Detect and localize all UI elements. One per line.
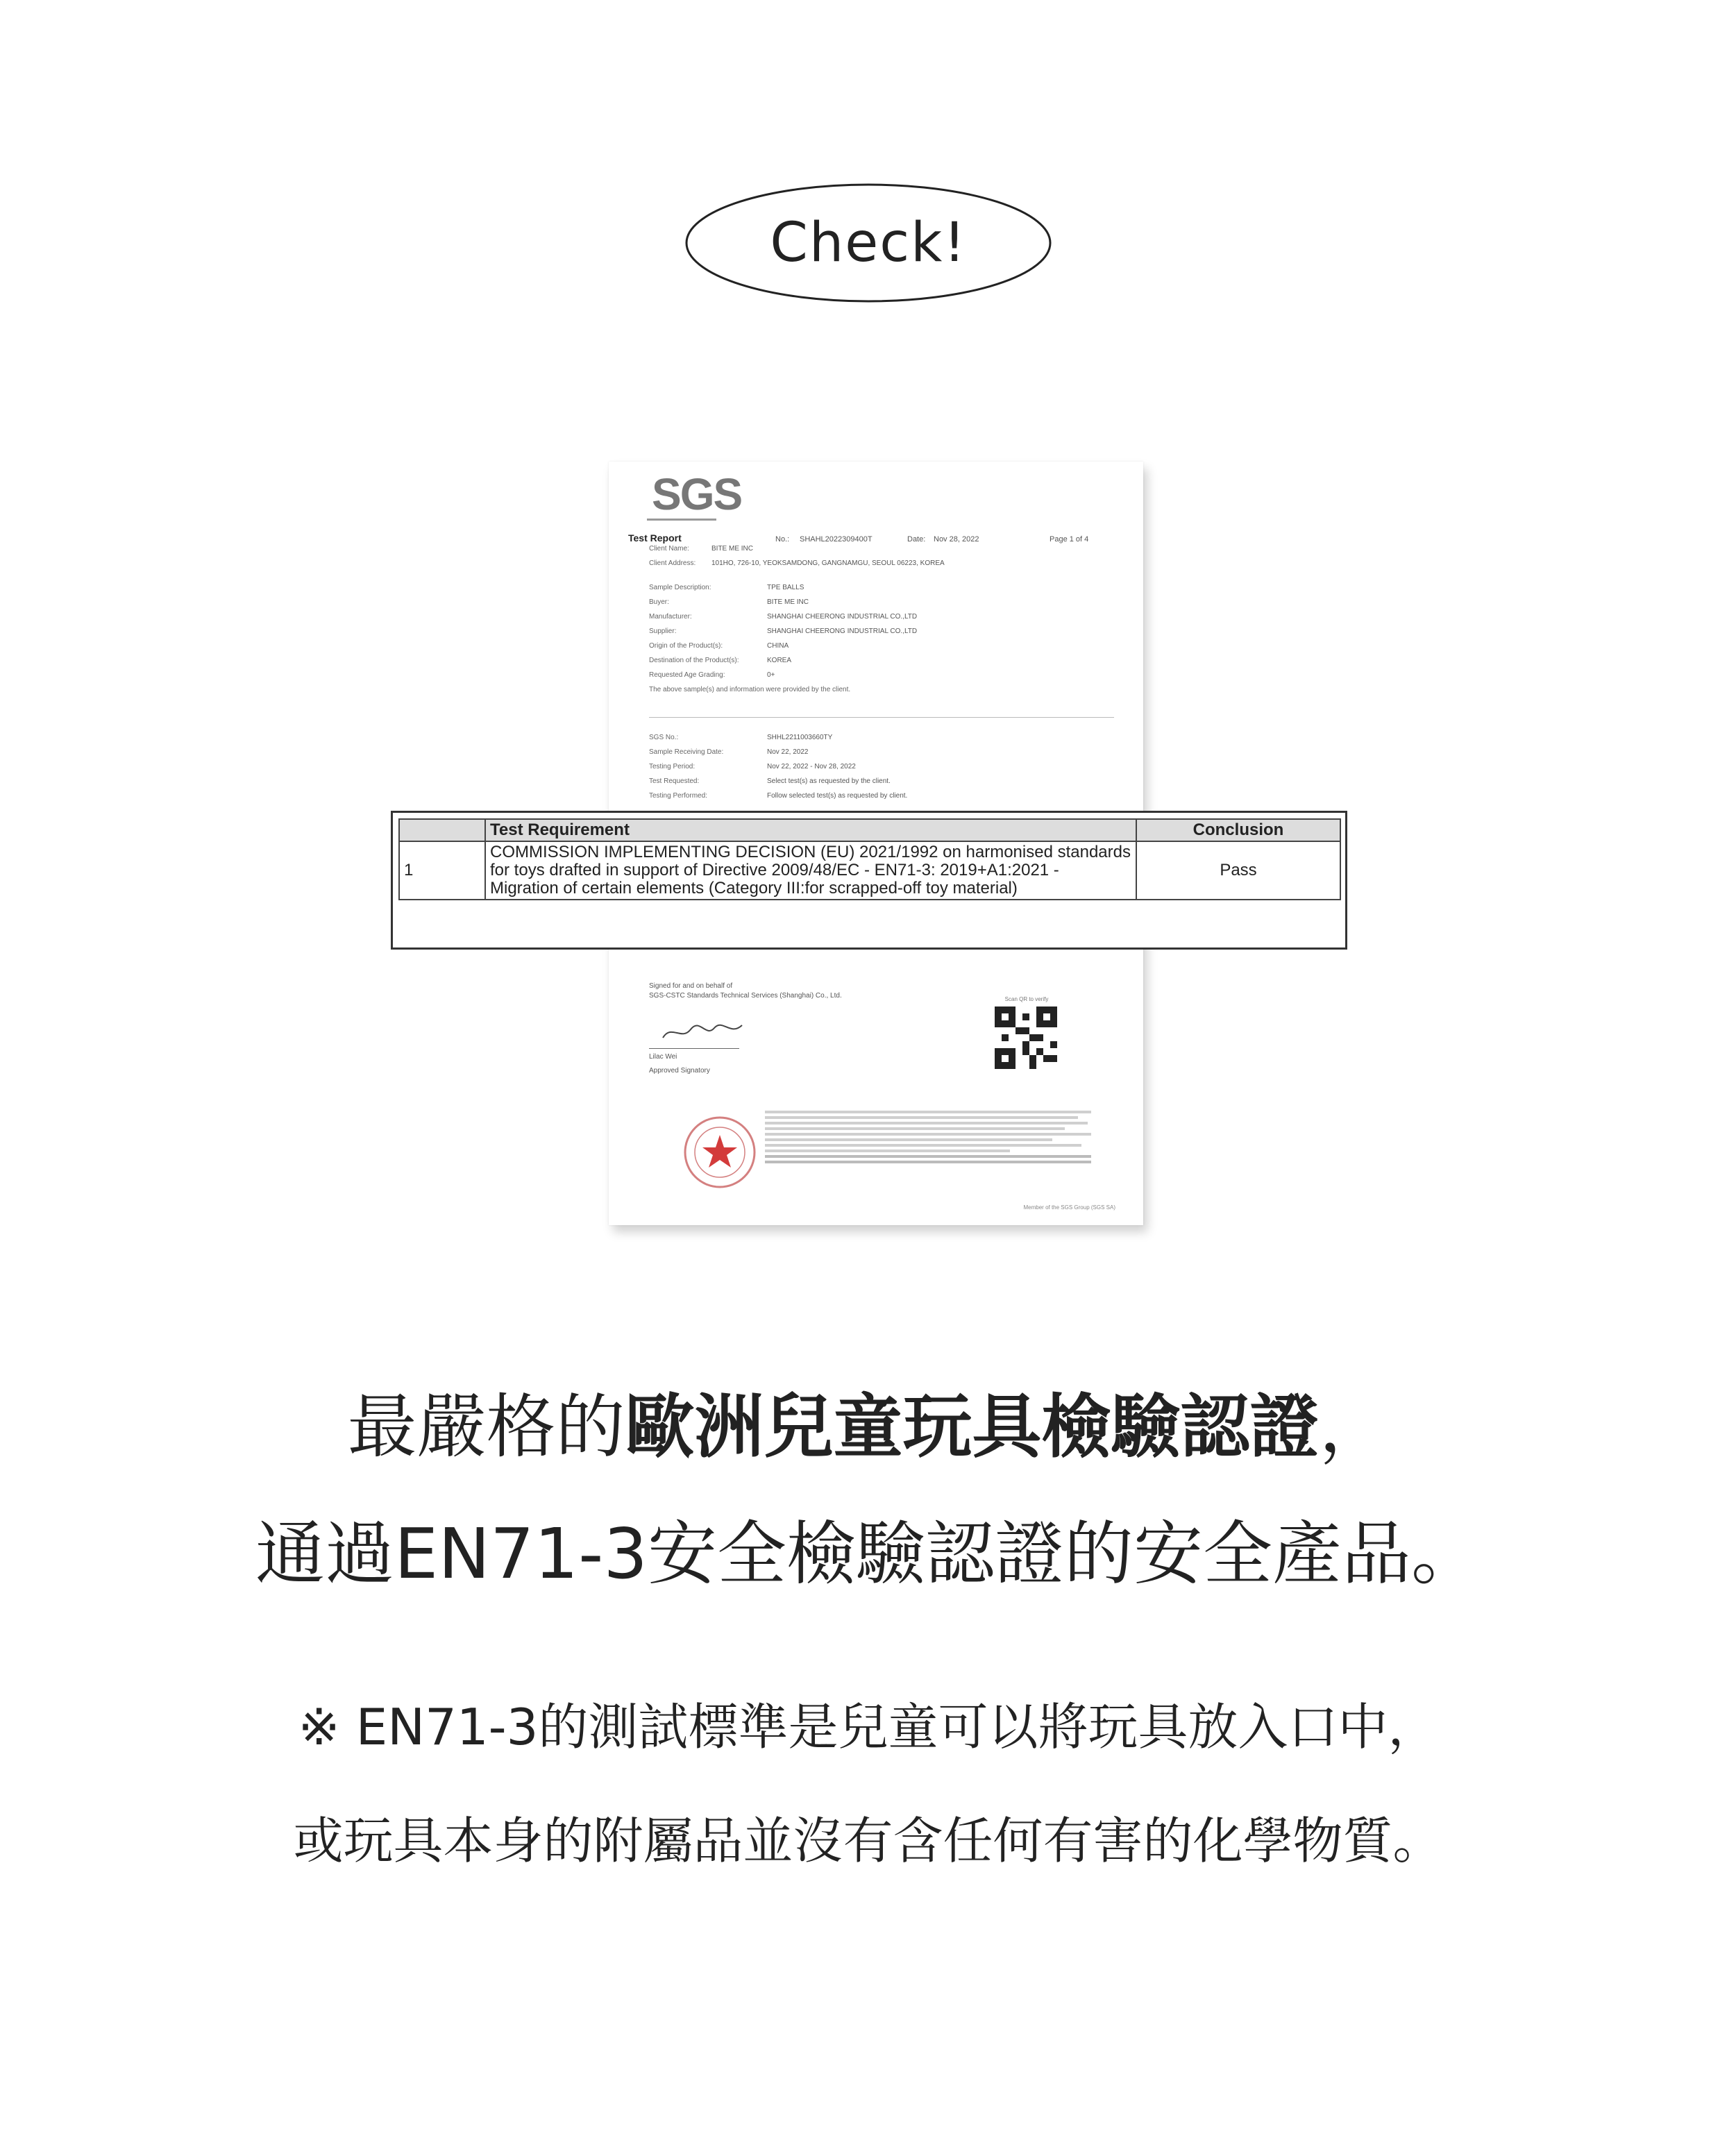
field-key: Destination of the Product(s): (649, 657, 739, 664)
signed-line-1: Signed for and on behalf of (649, 982, 733, 990)
sample-field (649, 627, 1107, 642)
field-key: Testing Performed: (649, 792, 707, 800)
table-header-row (399, 819, 1340, 841)
member-note: Member of the SGS Group (SGS SA) (1023, 1204, 1115, 1211)
note-line-1: ※ EN71-3的測試標準是兒童可以將玩具放入口中， (298, 1698, 1438, 1756)
client-field (649, 545, 1107, 559)
field-key: Origin of the Product(s): (649, 642, 723, 650)
header-requirement: Test Requirement (485, 819, 1136, 841)
sample-field (649, 584, 1107, 598)
field-key: SGS No.: (649, 734, 679, 741)
sample-field (649, 613, 1107, 627)
field-value: SHHL2211003660TY (767, 734, 833, 741)
field-key: Manufacturer: (649, 613, 692, 621)
company-seal (682, 1114, 758, 1190)
field-value: Follow selected test(s) as requested by client. (767, 792, 908, 800)
field-key: Client Address: (649, 559, 696, 567)
fine-print (765, 1111, 1091, 1166)
provided-note-row (649, 686, 1107, 700)
sample-field (649, 642, 1107, 657)
report-title: Test Report (628, 532, 682, 544)
field-value: CHINA (767, 642, 789, 650)
field-key: Client Name: (649, 545, 689, 553)
qr-caption: Scan QR to verify (1004, 996, 1049, 1002)
report-date-label: Date: (907, 535, 926, 544)
table-row (399, 841, 1340, 900)
signed-line-2: SGS-CSTC Standards Technical Services (Shanghai) Co., Ltd. (649, 992, 842, 1000)
section-divider (649, 717, 1114, 718)
signatory-title: Approved Signatory (649, 1067, 710, 1075)
field-key: Sample Description: (649, 584, 711, 591)
report-date: Nov 28, 2022 (934, 535, 979, 544)
signature-line (649, 1048, 739, 1049)
header-number (399, 819, 485, 841)
sample-field (649, 598, 1107, 613)
field-value: KOREA (767, 657, 792, 664)
result-table (398, 818, 1341, 900)
sample-field (649, 657, 1107, 671)
field-value: SHANGHAI CHEERONG INDUSTRIAL CO.,LTD (767, 627, 918, 635)
report-no-label: No.: (775, 535, 790, 544)
signatory-name: Lilac Wei (649, 1053, 677, 1061)
field-key: Testing Period: (649, 763, 696, 770)
sgs-field (649, 792, 1107, 807)
field-value: TPE BALLS (767, 584, 804, 591)
sgs-field (649, 734, 1107, 748)
field-key: Sample Receiving Date: (649, 748, 724, 756)
test-result-table (391, 811, 1347, 950)
headline-lead: 最嚴格的 (347, 1386, 625, 1467)
qr-code (995, 1006, 1057, 1069)
sample-field (649, 671, 1107, 686)
field-value: Nov 22, 2022 (767, 748, 809, 756)
sgs-fields (649, 734, 1107, 807)
headline-line-2: 通過EN71-3安全檢驗認證的安全產品。 (255, 1513, 1481, 1594)
field-value: Select test(s) as requested by the client. (767, 777, 891, 785)
field-key: Requested Age Grading: (649, 671, 725, 679)
sgs-field (649, 748, 1107, 763)
check-badge (684, 182, 1053, 304)
report-no: SHAHL2022309400T (800, 535, 873, 544)
signature-mark (657, 1017, 748, 1045)
report-fields (649, 545, 1107, 700)
headline-emphasis: 歐洲兒童玩具檢驗認證 (625, 1386, 1320, 1467)
field-value: SHANGHAI CHEERONG INDUSTRIAL CO.,LTD (767, 613, 918, 621)
badge-text: Check! (770, 212, 967, 274)
headline-line-1 (0, 1371, 1736, 1471)
note-line-2: 或玩具本身的附屬品並沒有含任何有害的化學物質。 (293, 1812, 1443, 1870)
client-field (649, 559, 1107, 574)
field-value: Nov 22, 2022 - Nov 28, 2022 (767, 763, 856, 770)
field-value: 0+ (767, 671, 775, 679)
field-value: BITE ME INC (767, 598, 809, 606)
headline-comma: ， (1319, 1386, 1389, 1467)
row-requirement: COMMISSION IMPLEMENTING DECISION (EU) 2021/1992 on harmonised standards for toys drafted in support of Directive 2009/48/EC - EN71-3: 2019+A1:2021 - Migration of certain elements (Category III:for scrapped-off toy material) (485, 841, 1136, 900)
report-page: Page 1 of 4 (1050, 535, 1089, 544)
sgs-field (649, 763, 1107, 777)
field-value: BITE ME INC (711, 545, 754, 553)
row-conclusion: Pass (1136, 841, 1340, 900)
field-key: Buyer: (649, 598, 669, 606)
sgs-logo: SGS (652, 469, 742, 519)
header-conclusion: Conclusion (1136, 819, 1340, 841)
field-value: 101HO, 726-10, YEOKSAMDONG, GANGNAMGU, SEOUL 06223, KOREA (711, 559, 945, 567)
provided-note: The above sample(s) and information were provided by the client. (649, 686, 851, 693)
sgs-field (649, 777, 1107, 792)
field-key: Supplier: (649, 627, 677, 635)
field-key: Test Requested: (649, 777, 700, 785)
row-number: 1 (399, 841, 485, 900)
logo-underline (647, 519, 716, 521)
